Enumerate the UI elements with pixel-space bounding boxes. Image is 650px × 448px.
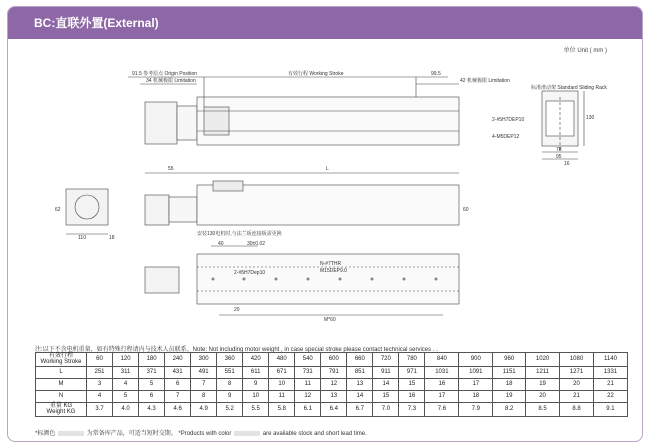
table-cell: 431	[165, 366, 191, 378]
table-cell: 300	[191, 353, 217, 367]
table-cell: 5.8	[269, 402, 295, 416]
table-cell: 20	[560, 378, 594, 390]
origin-position-label: 91.5 参考原点 Origin Position	[132, 71, 198, 77]
row-label-cell: 重量 KG Weight KG	[36, 402, 87, 416]
weight-note: 注:以下不含电机重量，如有特殊行程请内与技术人员联系。Note: Not including motor weight , in case special stroke please contact technical services . .	[35, 347, 438, 353]
left-limit-label: 34 机械极限 Limitation	[146, 78, 196, 84]
table-cell: 4.6	[165, 402, 191, 416]
table-cell: 9	[217, 390, 243, 402]
stock-color-swatch-2	[234, 431, 260, 436]
table-cell: 480	[269, 353, 295, 367]
connector-note: 安装130电机时,与法兰板连接板需更换	[197, 231, 282, 237]
table-cell: 7.3	[399, 402, 425, 416]
slider-side	[213, 181, 243, 191]
table-cell: 1020	[526, 353, 560, 367]
table-cell: 251	[87, 366, 113, 378]
row-label-cell: L	[36, 366, 87, 378]
table-cell: 13	[321, 390, 347, 402]
table-cell: 7.9	[459, 402, 493, 416]
table-cell: 851	[347, 366, 373, 378]
table-cell: 791	[321, 366, 347, 378]
table-cell: 180	[139, 353, 165, 367]
table-cell: 371	[139, 366, 165, 378]
table-cell: 551	[217, 366, 243, 378]
dim-62-label: 62	[55, 207, 61, 213]
row-label-cell: 有效行程 Working Stroke	[36, 353, 87, 367]
table-cell: 8.2	[493, 402, 526, 416]
footnote-prefix: *标颜色	[35, 431, 56, 437]
table-cell: 6.7	[347, 402, 373, 416]
right-limit-label: 42 机械极限 Limitation	[460, 78, 510, 84]
sliding-rack-label: 标准滑动架 Standard Sliding Rack	[531, 85, 607, 91]
technical-drawing	[8, 53, 643, 323]
dim-40-label: 40	[218, 241, 224, 247]
table-cell: 8	[191, 390, 217, 402]
working-stroke-label: 有效行程 Working Stroke	[288, 71, 344, 77]
table-cell: 8	[217, 378, 243, 390]
spec-table-body	[36, 353, 628, 417]
actuator-body-top	[197, 97, 459, 145]
table-cell: 3	[87, 378, 113, 390]
table-cell: 731	[295, 366, 321, 378]
row-label-cell: M	[36, 378, 87, 390]
dim-55-label: 55	[168, 166, 174, 172]
spec-table	[35, 352, 628, 417]
table-cell: 6.4	[321, 402, 347, 416]
table-cell: 900	[459, 353, 493, 367]
table-cell: 13	[347, 378, 373, 390]
dim-18-label: 18	[109, 235, 115, 241]
table-cell: 17	[425, 390, 459, 402]
table-cell: 4	[113, 378, 139, 390]
table-cell: 5	[139, 378, 165, 390]
dim-16-label: 16	[564, 161, 570, 167]
table-row	[36, 366, 628, 378]
stock-color-swatch	[58, 431, 84, 436]
dim-130-label: 130	[586, 115, 595, 121]
table-cell: 15	[373, 390, 399, 402]
table-cell: 14	[373, 378, 399, 390]
table-cell: 1211	[526, 366, 560, 378]
table-cell: 14	[347, 390, 373, 402]
table-cell: 240	[165, 353, 191, 367]
pin-label: 2-#5H7Dep10	[234, 270, 266, 276]
dim-m60-label: M*60	[324, 317, 336, 323]
dim-20-label: 20	[234, 307, 240, 313]
dim-l-label: L	[326, 166, 329, 172]
section-title: BC:直联外置(External)	[8, 7, 642, 39]
table-row	[36, 390, 628, 402]
table-cell: 671	[269, 366, 295, 378]
table-cell: 911	[373, 366, 399, 378]
table-cell: 600	[321, 353, 347, 367]
motor-block-side	[145, 195, 169, 225]
dim-95-label: 95	[556, 154, 562, 160]
side-flange	[66, 189, 108, 225]
table-cell: 1271	[560, 366, 594, 378]
table-cell: 17	[459, 378, 493, 390]
motor-block-bottom	[145, 267, 179, 293]
table-cell: 20	[526, 390, 560, 402]
table-cell: 15	[399, 378, 425, 390]
dim-110-label: 110	[78, 235, 86, 241]
table-cell: 8.5	[526, 402, 560, 416]
table-cell: 9	[243, 378, 269, 390]
table-cell: 660	[347, 353, 373, 367]
dim-30-label: 30±0.02	[247, 241, 266, 247]
table-cell: 780	[399, 353, 425, 367]
table-cell: 5	[113, 390, 139, 402]
pin-hole-label: 2-#5H7DEP10	[492, 117, 525, 123]
thread-label-1: N-#7THR	[320, 261, 342, 267]
table-cell: 12	[321, 378, 347, 390]
table-cell: 311	[113, 366, 139, 378]
stock-footnote	[35, 428, 367, 437]
table-cell: 1080	[560, 353, 594, 367]
table-row	[36, 402, 628, 416]
table-cell: 120	[113, 353, 139, 367]
table-cell: 19	[526, 378, 560, 390]
footnote-middle: 为常备库产品，可适当短时交期。 *Products with color	[86, 431, 232, 437]
dim-78-label: 78	[556, 147, 562, 153]
table-cell: 16	[425, 378, 459, 390]
row-label-cell: N	[36, 390, 87, 402]
motor-block-top	[145, 102, 177, 144]
table-cell: 7.6	[425, 402, 459, 416]
table-cell: 1140	[593, 353, 627, 367]
table-cell: 11	[295, 378, 321, 390]
table-cell: 18	[459, 390, 493, 402]
thread-label-2: M15DEP9.0	[320, 268, 347, 274]
table-cell: 1091	[459, 366, 493, 378]
right-offset-label: 99.5	[431, 71, 441, 77]
table-cell: 21	[593, 378, 627, 390]
table-cell: 4.3	[139, 402, 165, 416]
table-cell: 19	[493, 390, 526, 402]
table-cell: 60	[87, 353, 113, 367]
table-cell: 21	[560, 390, 594, 402]
table-cell: 10	[243, 390, 269, 402]
unit-label: 单位 Unit ( mm )	[563, 48, 607, 54]
table-cell: 9.1	[593, 402, 627, 416]
table-cell: 5.5	[243, 402, 269, 416]
table-cell: 491	[191, 366, 217, 378]
table-cell: 360	[217, 353, 243, 367]
table-cell: 1151	[493, 366, 526, 378]
coupling-side	[169, 197, 197, 222]
table-cell: 5.2	[217, 402, 243, 416]
table-cell: 7.0	[373, 402, 399, 416]
table-cell: 840	[425, 353, 459, 367]
table-cell: 540	[295, 353, 321, 367]
footnote-suffix: are available stock and short lead time.	[262, 431, 367, 437]
table-cell: 3.7	[87, 402, 113, 416]
table-cell: 11	[269, 390, 295, 402]
table-cell: 420	[243, 353, 269, 367]
table-row	[36, 378, 628, 390]
table-cell: 720	[373, 353, 399, 367]
table-header-row	[36, 353, 628, 367]
table-cell: 12	[295, 390, 321, 402]
table-cell: 18	[493, 378, 526, 390]
table-cell: 10	[269, 378, 295, 390]
coupling-housing-top	[177, 106, 197, 140]
table-cell: 1331	[593, 366, 627, 378]
table-cell: 611	[243, 366, 269, 378]
table-cell: 22	[593, 390, 627, 402]
table-cell: 4.0	[113, 402, 139, 416]
table-cell: 4	[87, 390, 113, 402]
table-cell: 6.1	[295, 402, 321, 416]
table-cell: 960	[493, 353, 526, 367]
dim-60-label: 60	[463, 207, 469, 213]
table-cell: 6	[165, 378, 191, 390]
table-cell: 1031	[425, 366, 459, 378]
table-cell: 8.8	[560, 402, 594, 416]
table-cell: 971	[399, 366, 425, 378]
table-cell: 7	[165, 390, 191, 402]
thread-hole-label: 4-M5DEP12	[492, 134, 520, 140]
table-cell: 4.9	[191, 402, 217, 416]
product-sheet	[7, 6, 643, 442]
table-cell: 16	[399, 390, 425, 402]
table-cell: 7	[191, 378, 217, 390]
table-cell: 6	[139, 390, 165, 402]
